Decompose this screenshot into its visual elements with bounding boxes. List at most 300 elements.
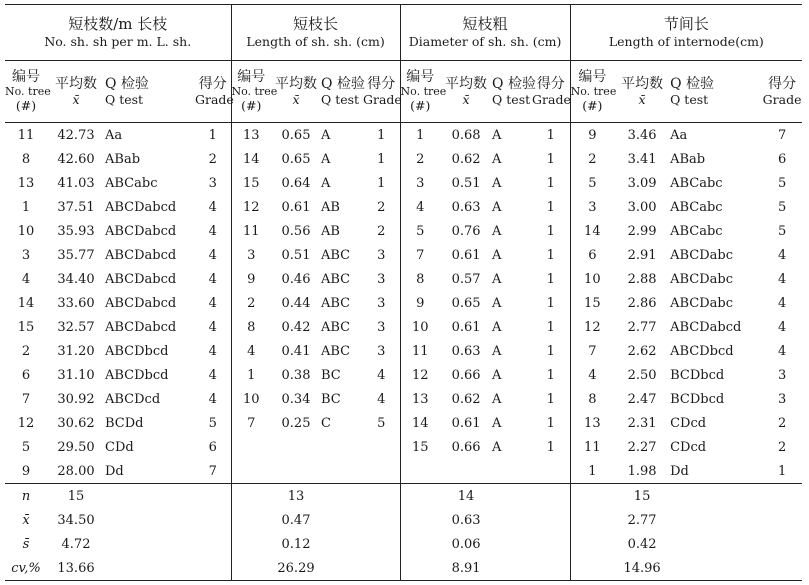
q-test-value: ABab <box>105 151 141 167</box>
q-test-value: Aa <box>105 127 123 143</box>
tree-number-en: No. tree <box>570 85 617 99</box>
tree-number-header <box>400 61 447 123</box>
grade-value: 5 <box>195 411 231 435</box>
tree-number: 1 <box>247 367 256 383</box>
grade-value: 2 <box>363 195 400 219</box>
tree-number: 10 <box>412 319 429 335</box>
mean-cn: 平均数 <box>275 75 317 92</box>
mean-value: 31.10 <box>57 367 95 383</box>
grade-value: 1 <box>532 171 570 195</box>
group-header <box>570 5 802 61</box>
tree-number-cn: 编号 <box>237 69 266 86</box>
q-test-value: ABCDabcd <box>105 271 177 287</box>
q-test-value: A <box>321 151 331 167</box>
mean-value: 0.46 <box>281 271 311 287</box>
tree-number: 3 <box>416 175 425 191</box>
tree-number-header <box>570 61 617 123</box>
tree-number <box>231 435 271 459</box>
q-test-value: ABCDabcd <box>105 247 177 263</box>
q-test-value: C <box>321 415 331 431</box>
mean-value <box>440 459 492 484</box>
q-test-value: A <box>492 247 502 263</box>
mean-value: 42.60 <box>57 151 95 167</box>
stat-spacer <box>492 484 570 509</box>
q-test-value: BCDd <box>105 415 144 431</box>
stat-value: 26.29 <box>271 556 321 581</box>
mean-symbol: x̄ <box>638 91 646 107</box>
q-test-value: A <box>492 391 502 407</box>
stat-value: 0.06 <box>451 536 481 552</box>
mean-value: 3.00 <box>627 199 657 215</box>
mean-value: 0.41 <box>281 343 311 359</box>
tree-number: 15 <box>17 319 35 335</box>
q-test-cn: Q 检验 <box>321 75 365 92</box>
tree-number-header <box>231 61 278 123</box>
q-test-value: AB <box>321 199 340 215</box>
tree-number: 7 <box>416 247 425 263</box>
tree-number: 15 <box>412 439 429 455</box>
q-test-value: ABCDabc <box>670 271 733 287</box>
q-test-value: ABab <box>670 151 706 167</box>
mean-value: 2.31 <box>627 415 657 431</box>
q-test-value: ABCabc <box>105 175 158 191</box>
mean-cn: 平均数 <box>621 75 664 92</box>
tree-number: 12 <box>17 415 35 431</box>
tree-number: 4 <box>416 199 425 215</box>
mean-value: 30.62 <box>57 415 95 431</box>
mean-value: 0.44 <box>281 295 311 311</box>
q-test-en: Q test <box>105 91 144 107</box>
mean-value: 35.77 <box>57 247 95 263</box>
mean-value: 2.91 <box>627 247 657 263</box>
tree-number: 2 <box>588 151 597 167</box>
grade-value: 1 <box>532 243 570 267</box>
tree-number: 7 <box>588 343 597 359</box>
stat-value: 4.72 <box>61 536 91 552</box>
grade-value: 1 <box>532 315 570 339</box>
tree-number: 5 <box>588 175 597 191</box>
grade-value: 3 <box>777 367 787 383</box>
mean-value <box>271 459 321 484</box>
mean-value: 0.57 <box>451 271 481 287</box>
tree-number: 11 <box>412 343 429 359</box>
tree-number: 12 <box>584 319 601 335</box>
mean-value: 2.86 <box>627 295 657 311</box>
stat-row <box>5 508 802 532</box>
table-row <box>5 411 802 435</box>
tree-number: 14 <box>584 223 601 239</box>
q-test-value: ABC <box>321 271 351 287</box>
mean-value: 3.41 <box>627 151 657 167</box>
q-test-value: ABCDabc <box>670 247 733 263</box>
tree-number: 6 <box>588 247 597 263</box>
grade-value: 1 <box>532 339 570 363</box>
tree-number: 1 <box>21 199 31 215</box>
stat-value: 13 <box>287 488 305 504</box>
mean-value <box>271 435 321 459</box>
tree-number: 12 <box>412 367 429 383</box>
mean-value: 0.61 <box>281 199 311 215</box>
tree-number: 13 <box>584 415 601 431</box>
mean-value: 2.47 <box>627 391 657 407</box>
stat-row <box>5 484 802 509</box>
mean-value: 30.92 <box>57 391 95 407</box>
mean-value: 0.63 <box>451 343 481 359</box>
tree-number: 2 <box>247 295 256 311</box>
grade-value: 3 <box>363 243 400 267</box>
mean-symbol: x̄ <box>462 91 470 107</box>
tree-number: 4 <box>588 367 597 383</box>
grade-value: 1 <box>363 147 400 171</box>
stat-spacer <box>670 484 802 509</box>
stat-label: x̄ <box>22 512 30 528</box>
group-title-en: No. sh. sh per m. L. sh. <box>44 33 192 49</box>
mean-value: 33.60 <box>57 295 95 311</box>
q-test-value: ABCDbcd <box>670 343 734 359</box>
mean-value: 0.42 <box>281 319 311 335</box>
table-row <box>5 339 802 363</box>
mean-header <box>271 61 321 123</box>
stat-spacer <box>321 484 400 509</box>
q-test-value <box>321 459 363 484</box>
tree-number: 2 <box>21 343 31 359</box>
grade-value: 1 <box>363 123 400 148</box>
tree-number: 14 <box>412 415 429 431</box>
tree-number: 10 <box>584 271 601 287</box>
stat-spacer <box>321 556 400 581</box>
table-row <box>5 147 802 171</box>
stat-spacer <box>231 508 271 532</box>
q-test-cn: Q 检验 <box>670 75 715 92</box>
q-test-value: ABCDcd <box>105 391 161 407</box>
grade-value: 3 <box>777 391 787 407</box>
grade-value: 1 <box>532 195 570 219</box>
tree-number: 3 <box>247 247 256 263</box>
q-test-cn: Q 检验 <box>105 75 149 92</box>
stat-value: 15 <box>633 488 651 504</box>
q-test-value: ABCDabcd <box>105 295 177 311</box>
grade-en: Grade <box>363 91 402 107</box>
grade-value: 4 <box>195 219 231 243</box>
grade-value: 4 <box>777 247 787 263</box>
group-title-cn: 节间长 <box>663 14 709 33</box>
tree-number-en: No. tree <box>5 85 51 99</box>
tree-number: 9 <box>247 271 256 287</box>
q-test-en: Q test <box>670 91 709 107</box>
stat-spacer <box>231 484 271 509</box>
stat-row <box>5 532 802 556</box>
stat-value: 14.96 <box>614 556 670 581</box>
stat-spacer <box>570 508 614 532</box>
tree-number: 13 <box>17 175 35 191</box>
q-test-value <box>492 459 532 484</box>
tree-number: 11 <box>584 439 601 455</box>
grade-value: 6 <box>777 151 787 167</box>
mean-value: 32.57 <box>57 319 95 335</box>
table-row <box>5 363 802 387</box>
mean-value: 0.65 <box>281 127 311 143</box>
grade-cn: 得分 <box>367 75 396 92</box>
stat-spacer <box>492 556 570 581</box>
q-test-value: A <box>492 271 502 287</box>
tree-number <box>231 459 271 484</box>
grade-header <box>363 61 400 123</box>
mean-value: 0.61 <box>451 319 481 335</box>
stat-spacer <box>570 556 614 581</box>
stat-spacer <box>400 484 440 509</box>
group-title-en: Length of sh. sh. (cm) <box>246 33 385 49</box>
mean-value: 0.65 <box>281 151 311 167</box>
q-test-value: ABC <box>321 343 351 359</box>
tree-number: 1 <box>416 127 425 143</box>
mean-value: 1.98 <box>614 459 670 484</box>
stat-value: 34.50 <box>57 512 95 528</box>
tree-number-cn: 编号 <box>12 69 40 86</box>
data-table <box>5 4 802 581</box>
mean-value: 0.66 <box>451 439 481 455</box>
tree-number: 11 <box>242 223 260 239</box>
q-test-value <box>321 435 363 459</box>
group-title-en: Diameter of sh. sh. (cm) <box>408 33 562 49</box>
tree-number: 3 <box>588 199 597 215</box>
tree-number: 9 <box>5 459 47 484</box>
tree-number: 14 <box>242 151 260 167</box>
mean-value: 0.56 <box>281 223 311 239</box>
mean-value: 0.51 <box>451 175 481 191</box>
tree-number: 12 <box>242 199 260 215</box>
q-test-value: A <box>492 367 502 383</box>
tree-number <box>400 459 440 484</box>
q-test-value: ABCDabcd <box>105 319 177 335</box>
q-test-value: A <box>492 175 502 191</box>
mean-value: 0.62 <box>451 151 481 167</box>
grade-value: 1 <box>532 363 570 387</box>
tree-number-en: No. tree <box>400 85 447 99</box>
mean-symbol: x̄ <box>292 91 300 107</box>
stat-value: 2.77 <box>627 512 657 528</box>
stat-spacer <box>321 532 400 556</box>
grade-value: 1 <box>762 459 802 484</box>
grade-value <box>532 459 570 484</box>
q-test-value: A <box>492 151 502 167</box>
q-test-value: ABC <box>321 295 351 311</box>
grade-value: 3 <box>363 315 400 339</box>
q-test-value: BC <box>321 391 341 407</box>
grade-value: 3 <box>363 267 400 291</box>
q-test-en: Q test <box>321 91 360 107</box>
stat-spacer <box>321 508 400 532</box>
q-test-value: BC <box>321 367 341 383</box>
grade-en: Grade <box>532 91 571 107</box>
mean-value: 0.63 <box>451 199 481 215</box>
table-row <box>5 387 802 411</box>
stat-spacer <box>492 532 570 556</box>
grade-value: 1 <box>532 267 570 291</box>
mean-cn: 平均数 <box>55 75 97 92</box>
grade-value: 4 <box>195 243 231 267</box>
group-header <box>231 5 400 61</box>
grade-value: 1 <box>363 171 400 195</box>
q-test-value: ABCDabcd <box>670 319 742 335</box>
stat-value: 8.91 <box>440 556 492 581</box>
q-test-value: ABCDabcd <box>105 199 177 215</box>
mean-header <box>440 61 492 123</box>
stat-row <box>5 556 802 581</box>
q-test-value: Dd <box>670 459 762 484</box>
q-test-value: A <box>492 415 502 431</box>
q-test-value: ABC <box>321 319 351 335</box>
q-test-value: A <box>492 439 502 455</box>
table-row <box>5 267 802 291</box>
group-header-row <box>5 5 802 61</box>
q-test-header <box>492 61 536 123</box>
q-test-value: A <box>492 343 502 359</box>
tree-number: 9 <box>588 127 597 143</box>
grade-value: 3 <box>363 291 400 315</box>
grade-value: 2 <box>777 415 787 431</box>
q-test-value: BCDbcd <box>670 391 725 407</box>
grade-value: 3 <box>363 339 400 363</box>
q-test-value: A <box>492 127 502 143</box>
grade-value: 5 <box>777 175 787 191</box>
grade-cn: 得分 <box>768 75 797 92</box>
stat-value: 13.66 <box>47 556 105 581</box>
grade-value: 3 <box>195 171 231 195</box>
grade-value: 5 <box>363 411 400 435</box>
q-test-value: ABCDabcd <box>105 223 177 239</box>
tree-number: 7 <box>21 391 31 407</box>
grade-value: 7 <box>777 127 787 143</box>
grade-header <box>762 61 802 123</box>
grade-value: 4 <box>195 291 231 315</box>
mean-value: 0.25 <box>281 415 311 431</box>
q-test-value: AB <box>321 223 340 239</box>
q-test-value: CDcd <box>670 415 707 431</box>
grade-value <box>363 459 400 484</box>
grade-value: 5 <box>777 223 787 239</box>
grade-value: 2 <box>777 439 787 455</box>
grade-value: 1 <box>532 147 570 171</box>
stat-spacer <box>570 532 614 556</box>
tree-number-unit: (#) <box>410 98 431 114</box>
stat-spacer <box>400 532 440 556</box>
stat-spacer <box>400 556 440 581</box>
q-test-value: CDcd <box>670 439 707 455</box>
grade-value: 4 <box>777 319 787 335</box>
tree-number: 13 <box>242 127 260 143</box>
q-test-value: ABCabc <box>670 199 723 215</box>
stat-value: 0.63 <box>451 512 481 528</box>
stat-value: 14 <box>457 488 475 504</box>
stat-spacer <box>105 508 231 532</box>
mean-value: 0.34 <box>281 391 311 407</box>
tree-number-en: No. tree <box>231 85 278 99</box>
q-test-value: ABCDabc <box>670 295 733 311</box>
q-test-value: ABC <box>321 247 351 263</box>
stat-spacer <box>400 508 440 532</box>
tree-number-header <box>5 61 51 123</box>
tree-number: 15 <box>584 295 601 311</box>
grade-value: 2 <box>195 147 231 171</box>
q-test-value: A <box>321 127 331 143</box>
tree-number: 6 <box>21 367 31 383</box>
tree-number: 13 <box>412 391 429 407</box>
mean-header <box>47 61 105 123</box>
stat-spacer <box>492 508 570 532</box>
grade-value: 5 <box>777 199 787 215</box>
mean-value: 0.66 <box>451 367 481 383</box>
sub-header-row <box>5 61 802 123</box>
stat-label: n <box>21 488 31 504</box>
q-test-value: A <box>492 199 502 215</box>
tree-number-unit: (#) <box>15 98 37 114</box>
group-title-en: Length of internode(cm) <box>608 33 764 49</box>
tree-number: 4 <box>21 271 31 287</box>
group-title-cn: 短枝粗 <box>462 14 508 33</box>
mean-value: 0.62 <box>451 391 481 407</box>
stat-label: cv,% <box>5 556 47 581</box>
q-test-value: Dd <box>105 459 195 484</box>
grade-value: 1 <box>532 123 570 148</box>
grade-value: 4 <box>195 339 231 363</box>
table-row <box>5 459 802 484</box>
tree-number: 3 <box>21 247 31 263</box>
q-test-value: A <box>492 295 502 311</box>
tree-number: 9 <box>416 295 425 311</box>
grade-value: 4 <box>195 387 231 411</box>
grade-value: 4 <box>363 387 400 411</box>
tree-number-unit: (#) <box>582 98 603 114</box>
q-test-value: ABCabc <box>670 175 723 191</box>
mean-value: 42.73 <box>57 127 95 143</box>
mean-value: 0.51 <box>281 247 311 263</box>
grade-value: 4 <box>777 343 787 359</box>
tree-number: 10 <box>17 223 35 239</box>
tree-number: 4 <box>247 343 256 359</box>
stat-spacer <box>105 532 231 556</box>
stat-value: 0.12 <box>281 536 311 552</box>
q-test-header <box>321 61 363 123</box>
q-test-cn: Q 检验 <box>492 75 536 92</box>
tree-number: 15 <box>242 175 260 191</box>
grade-value: 4 <box>777 295 787 311</box>
tree-number: 5 <box>21 439 31 455</box>
stat-spacer <box>231 556 271 581</box>
mean-value: 0.76 <box>451 223 481 239</box>
q-test-value: Aa <box>670 127 688 143</box>
q-test-value: ABCDbcd <box>105 367 169 383</box>
grade-cn: 得分 <box>198 75 227 92</box>
table-row <box>5 315 802 339</box>
tree-number: 8 <box>416 271 425 287</box>
stat-spacer <box>670 508 802 532</box>
table-row <box>5 123 802 148</box>
grade-header <box>532 61 570 123</box>
mean-value: 0.38 <box>281 367 311 383</box>
mean-value: 0.61 <box>451 247 481 263</box>
mean-value: 28.00 <box>47 459 105 484</box>
grade-value: 4 <box>195 363 231 387</box>
mean-value: 2.50 <box>627 367 657 383</box>
mean-value: 41.03 <box>57 175 95 191</box>
stat-spacer <box>670 532 802 556</box>
table-row <box>5 171 802 195</box>
grade-value: 1 <box>532 435 570 459</box>
table-row <box>5 219 802 243</box>
grade-value <box>363 435 400 459</box>
mean-value: 34.40 <box>57 271 95 287</box>
tree-number: 11 <box>17 127 35 143</box>
